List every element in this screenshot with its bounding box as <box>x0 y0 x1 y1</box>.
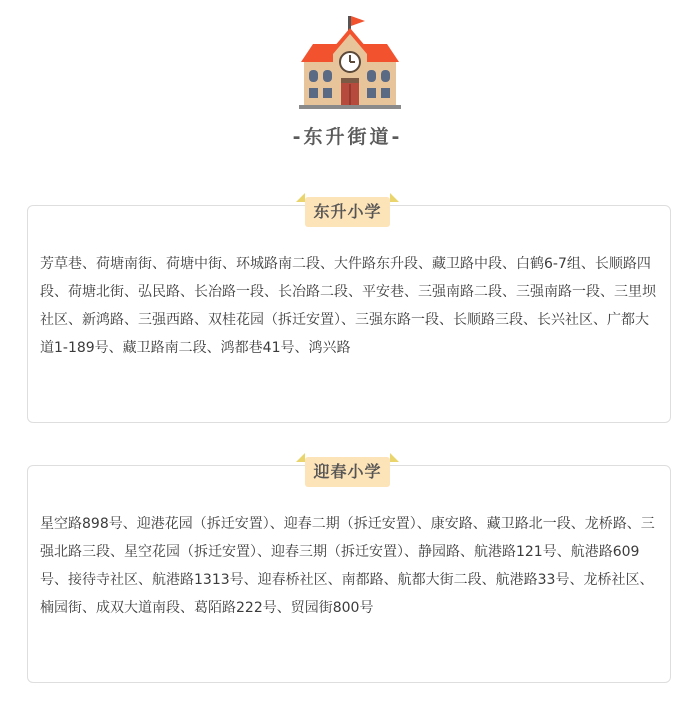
school-streets-text: 星空路898号、迎港花园（拆迁安置）、迎春二期（拆迁安置）、康安路、藏卫路北一段、龙桥路、三强北路三段、星空花园（拆迁安置）、迎春三期（拆迁安置）、静园路、航港路121号、航港路609号、接待寺社区、航港路1313号、迎春桥社区、南都路、航都大街二段、航港路33号、龙桥社区、楠园街、成双大道南段、葛陌路222号、贸园街800号 <box>40 516 655 616</box>
tag-fold-left <box>296 193 305 202</box>
school-building-icon <box>297 14 403 110</box>
tag-fold-right <box>390 193 399 202</box>
school-name-tag: 迎春小学 <box>305 457 390 487</box>
school-card-yingchun <box>27 465 671 683</box>
school-card-dongsheng <box>27 205 671 423</box>
school-streets-text: 芳草巷、荷塘南街、荷塘中街、环城路南二段、大件路东升段、藏卫路中段、白鹤6-7组、长顺路四段、荷塘北街、弘民路、长冶路一段、长冶路二段、平安巷、三强南路二段、三强南路一段、三里坝社区、新鸿路、三强西路、双桂花园（拆迁安置）、三强东路一段、长顺路三段、长兴社区、广都大道1-189号、藏卫路南二段、鸿都巷41号、鸿兴路 <box>40 256 656 356</box>
tag-fold-left <box>296 453 305 462</box>
school-name-tag: 东升小学 <box>305 197 390 227</box>
tag-fold-right <box>390 453 399 462</box>
district-title: -东升街道- <box>292 126 403 148</box>
